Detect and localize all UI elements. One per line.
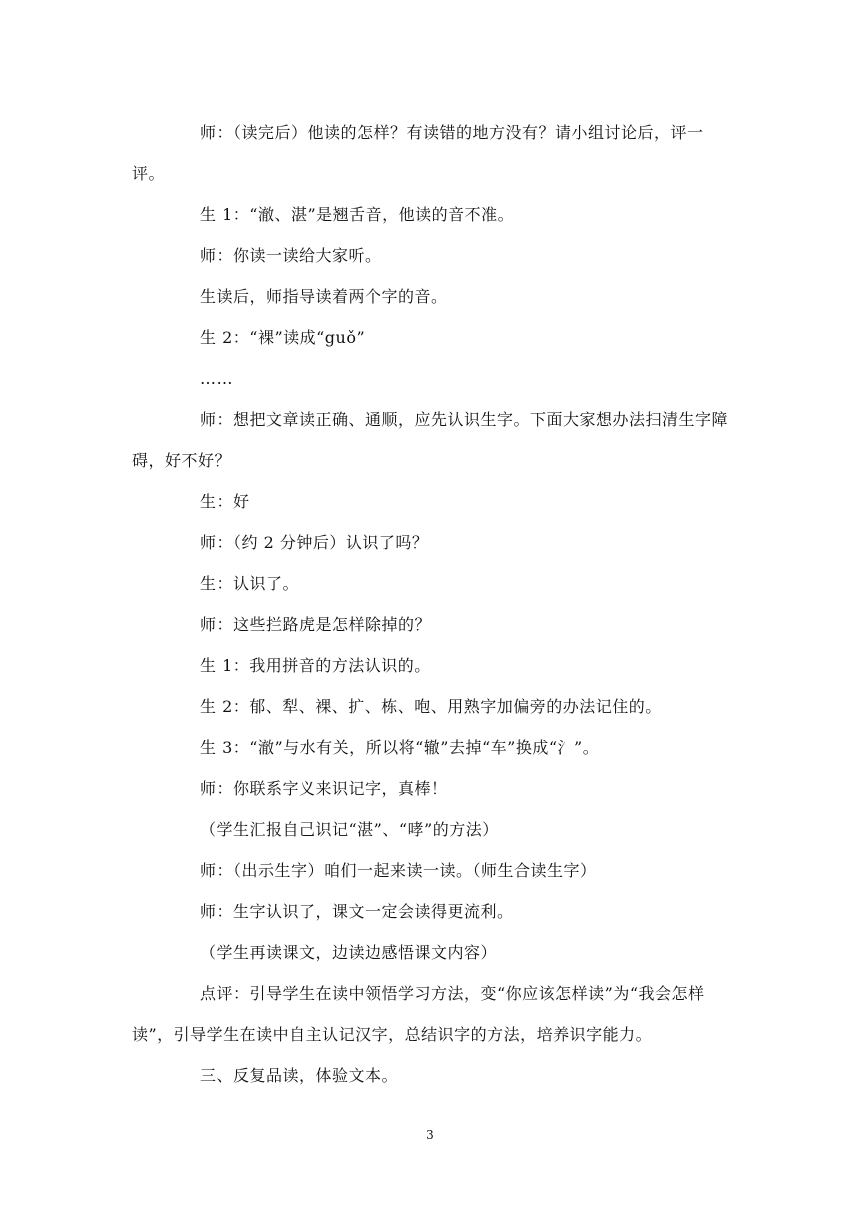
paragraph-student-report: （学生汇报自己识记“湛”、“哮”的方法） bbox=[200, 820, 499, 839]
page-number: 3 bbox=[426, 1128, 434, 1142]
paragraph-student-reread: （学生再读课文，边读边感悟课文内容） bbox=[200, 943, 498, 962]
paragraph-student-recognized: 生：认识了。 bbox=[200, 574, 300, 593]
paragraph-student3-water: 生 3：“澈”与水有关，所以将“辙”去掉“车”换成“氵”。 bbox=[200, 738, 600, 757]
paragraph-student-reads: 生读后，师指导读着两个字的音。 bbox=[200, 287, 448, 306]
paragraph-student2-guo: 生 2：“裸”读成“guǒ” bbox=[200, 328, 366, 347]
paragraph-student2-radicals: 生 2：郁、犁、裸、扩、栋、咆、用熟字加偏旁的办法记住的。 bbox=[200, 697, 662, 716]
paragraph-ellipsis: …… bbox=[200, 369, 233, 388]
paragraph-commentary: 点评：引导学生在读中领悟学习方法，变“你应该怎样读”为“我会怎样读”，引导学生在读中自主认记汉字，总结识字的方法，培养识字能力。 bbox=[132, 984, 705, 1044]
paragraph-teacher-question: 师：（读完后）他读的怎样？有读错的地方没有？请小组讨论后，评一评。 bbox=[132, 123, 704, 183]
paragraph-section-three: 三、反复品读，体验文本。 bbox=[200, 1066, 399, 1085]
paragraph-teacher-obstacles: 师：这些拦路虎是怎样除掉的？ bbox=[200, 615, 432, 634]
paragraph-teacher-praise: 师：你联系字义来识记字，真棒！ bbox=[200, 779, 448, 798]
paragraph-student1-pronunciation: 生 1：“澈、湛”是翘舌音，他读的音不准。 bbox=[200, 205, 515, 224]
paragraph-teacher-new-words: 师：想把文章读正确、通顺，应先认识生字。下面大家想办法扫清生字障碍，好不好？ bbox=[132, 410, 729, 470]
paragraph-teacher-two-minutes: 师：（约 2 分钟后）认识了吗？ bbox=[200, 533, 429, 552]
paragraph-teacher-read-aloud: 师：你读一读给大家听。 bbox=[200, 246, 382, 265]
paragraph-teacher-fluent: 师：生字认识了，课文一定会读得更流利。 bbox=[200, 902, 514, 921]
document-body bbox=[132, 112, 732, 1096]
paragraph-teacher-show-words: 师：（出示生字）咱们一起来读一读。（师生合读生字） bbox=[200, 861, 597, 880]
paragraph-student-ok: 生：好 bbox=[200, 492, 250, 511]
paragraph-student1-pinyin: 生 1：我用拼音的方法认识的。 bbox=[200, 656, 431, 675]
